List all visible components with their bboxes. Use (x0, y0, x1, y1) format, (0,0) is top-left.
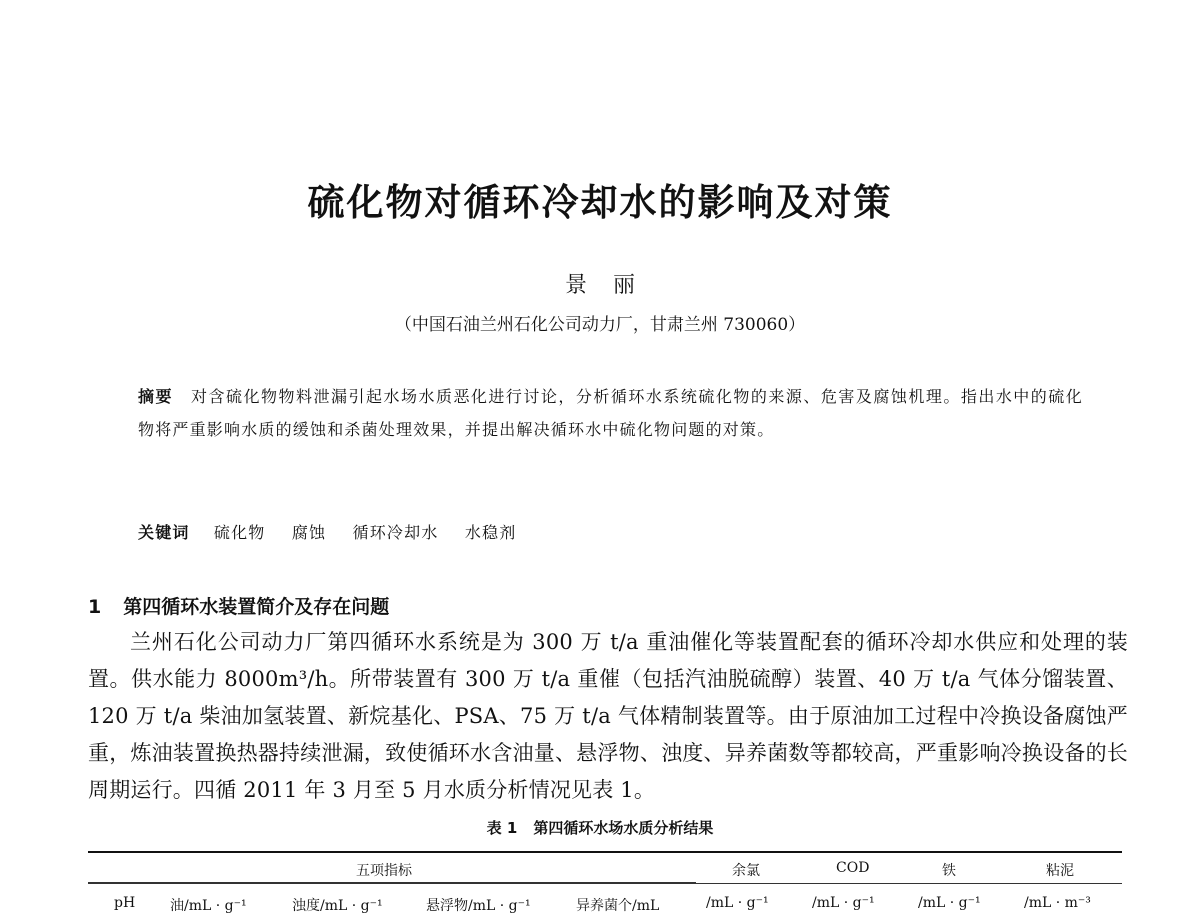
keywords (138, 520, 536, 543)
table-group-header: 五项指标 (356, 863, 412, 879)
keyword-item: 硫化物 (213, 523, 266, 542)
table-caption (0, 817, 1200, 838)
author-name: 景丽 (564, 273, 661, 298)
table-header-cell: 铁 (942, 863, 956, 879)
section-number: 1 (88, 596, 102, 618)
table-header-cell: 粘泥 (1046, 863, 1074, 879)
table-header-cell: 余氯 (732, 863, 760, 879)
table-subheader-cell: pH (114, 895, 136, 911)
keyword-item: 水稳剂 (464, 523, 517, 542)
table-subheader-cell: /mL · g⁻¹ (918, 895, 981, 911)
table-subheader-cell: 油/mL · g⁻¹ (170, 898, 247, 914)
table-subheader-cell: /mL · g⁻¹ (812, 895, 875, 911)
table-header-rule (88, 883, 1122, 884)
table-caption-number: 表 1 (486, 819, 518, 837)
body-paragraph: 兰州石化公司动力厂第四循环水系统是为 300 万 t/a 重油催化等装置配套的循环冷却水供应和处理的装置。供水能力 8000m³/h。所带装置有 300 万 t/a 重催（包括汽油脱硫醇）装置、40 万 t/a 气体分馏装置、120 万 t/a 柴油加氢装置、新烷基化、PSA、75 万 t/a 气体精制装置等。由于原油加工过程中冷换设备腐蚀严重，炼油装置换热器持续泄漏，致使循环水含油量、悬浮物、浊度、异养菌数等都较高，严重影响冷换设备的长周期运行。四循 2011 年 3 月至 5 月水质分析情况见表 1。 (88, 630, 1128, 802)
table-top-rule (88, 851, 1122, 853)
keywords-label: 关键词 (138, 523, 190, 542)
abstract-label: 摘要 (138, 387, 173, 406)
table-subheader-cell: /mL · g⁻¹ (706, 895, 769, 911)
table-caption-text: 第四循环水场水质分析结果 (533, 819, 714, 837)
keyword-item: 腐蚀 (291, 523, 327, 542)
author-affiliation: （中国石油兰州石化公司动力厂，甘肃兰州 730060） (394, 315, 806, 335)
abstract (138, 380, 1083, 446)
paper-title: 硫化物对循环冷却水的影响及对策 (307, 181, 893, 224)
section-heading (88, 592, 389, 619)
table-subheader-cell: /mL · m⁻³ (1024, 895, 1091, 911)
table-header-cell: COD (836, 860, 870, 876)
table-subheader-cell: 异养菌个/mL (576, 898, 660, 914)
section-title: 第四循环水装置简介及存在问题 (123, 596, 390, 618)
keyword-item: 循环冷却水 (352, 523, 439, 542)
table-subheader-cell: 悬浮物/mL · g⁻¹ (426, 898, 531, 914)
table-subheader-cell: 浊度/mL · g⁻¹ (292, 898, 383, 914)
abstract-text: 对含硫化物物料泄漏引起水场水质恶化进行讨论，分析循环水系统硫化物的来源、危害及腐蚀机理。指出水中的硫化物将严重影响水质的缓蚀和杀菌处理效果，并提出解决循环水中硫化物问题的对策。 (138, 387, 1084, 439)
